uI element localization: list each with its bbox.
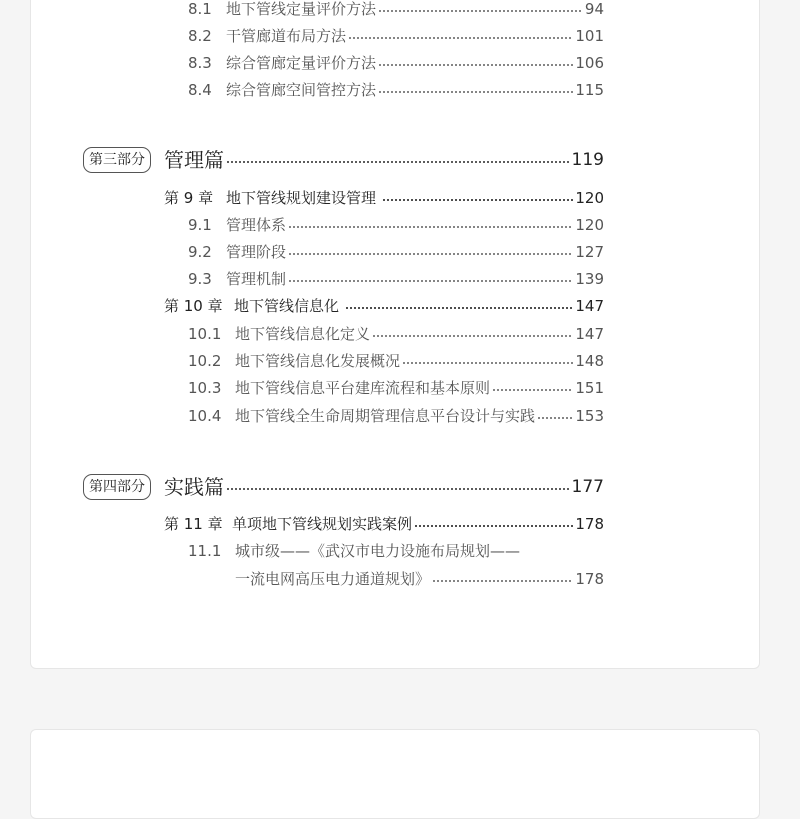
section-number: 8.1 [188,0,212,18]
toc-part-entry[interactable] [31,145,761,175]
dot-leader [288,280,573,282]
section-title-line2: 一流电网高压电力通道规划》 [235,570,431,588]
page-number: 106 [575,54,604,72]
section-title: 综合管廊定量评价方法 [226,54,377,72]
section-title: 干管廊道布局方法 [226,27,347,45]
page-number: 115 [575,81,604,99]
section-number: 8.4 [188,81,212,99]
section-number: 9.2 [188,243,212,261]
section-title-line1: 城市级——《武汉市电力设施布局规划—— [235,542,521,560]
toc-entry[interactable] [31,0,761,20]
dot-leader [345,307,573,309]
part-badge: 第四部分 [83,474,151,500]
toc-entry[interactable] [31,241,761,263]
section-number: 9.1 [188,216,212,234]
dot-leader [402,362,573,364]
toc-entry-continuation[interactable] [31,568,761,590]
page-number: 153 [575,407,604,425]
section-title: 管理体系 [226,216,287,234]
section-title: 地下管线信息平台建库流程和基本原则 [235,379,491,397]
dot-leader [414,525,573,527]
dot-leader [378,10,583,12]
page-number: 94 [584,0,604,18]
chapter-title: 单项地下管线规划实践案例 [232,515,413,533]
page-number: 178 [575,570,604,588]
dot-leader [226,161,570,163]
part-title: 管理篇 [164,148,224,172]
toc-entry[interactable] [31,377,761,399]
section-number: 10.2 [188,352,222,370]
part-title: 实践篇 [164,475,224,499]
page-number: 101 [575,27,604,45]
section-number: 10.3 [188,379,222,397]
section-number: 8.3 [188,54,212,72]
section-title: 综合管廊空间管控方法 [226,81,377,99]
chapter-title: 地下管线信息化 [234,297,340,315]
dot-leader [382,199,573,201]
chapter-number: 第 11 章 [164,515,223,533]
dot-leader [288,226,573,228]
dot-leader [432,580,573,582]
part-badge: 第三部分 [83,147,151,173]
section-title: 管理阶段 [226,243,287,261]
dot-leader [288,253,573,255]
section-number: 10.4 [188,407,222,425]
section-title: 管理机制 [226,270,287,288]
page-number: 120 [575,189,604,207]
page-number: 147 [575,325,604,343]
dot-leader [378,91,573,93]
page-number: 119 [571,150,604,170]
section-title: 地下管线信息化发展概况 [235,352,401,370]
toc-entry[interactable] [31,350,761,372]
dot-leader [378,64,573,66]
toc-entry[interactable] [31,323,761,345]
page-number: 177 [571,477,604,497]
dot-leader [372,335,573,337]
next-page [30,729,760,819]
toc-entry[interactable] [31,540,761,562]
section-number: 10.1 [188,325,222,343]
section-title: 地下管线全生命周期管理信息平台设计与实践 [235,407,536,425]
toc-entry[interactable] [31,25,761,47]
chapter-number: 第 9 章 [164,189,214,207]
page-number: 178 [575,515,604,533]
section-title: 地下管线信息化定义 [235,325,371,343]
toc-entry[interactable] [31,79,761,101]
toc-entry[interactable] [31,405,761,427]
page-number: 127 [575,243,604,261]
dot-leader [348,37,573,39]
chapter-number: 第 10 章 [164,297,223,315]
chapter-title: 地下管线规划建设管理 [226,189,377,207]
section-number: 11.1 [188,542,222,560]
page-number: 151 [575,379,604,397]
dot-leader [226,488,570,490]
section-title: 地下管线定量评价方法 [226,0,377,18]
toc-chapter-entry[interactable] [31,187,761,209]
page-number: 120 [575,216,604,234]
toc-part-entry[interactable] [31,472,761,502]
section-number: 9.3 [188,270,212,288]
section-number: 8.2 [188,27,212,45]
toc-entry[interactable] [31,52,761,74]
dot-leader [492,389,573,391]
toc-chapter-entry[interactable] [31,295,761,317]
toc-chapter-entry[interactable] [31,513,761,535]
dot-leader [537,417,573,419]
page-number: 147 [575,297,604,315]
toc-entry[interactable] [31,268,761,290]
toc-entry[interactable] [31,214,761,236]
toc-page [30,0,760,669]
page-number: 139 [575,270,604,288]
page-number: 148 [575,352,604,370]
